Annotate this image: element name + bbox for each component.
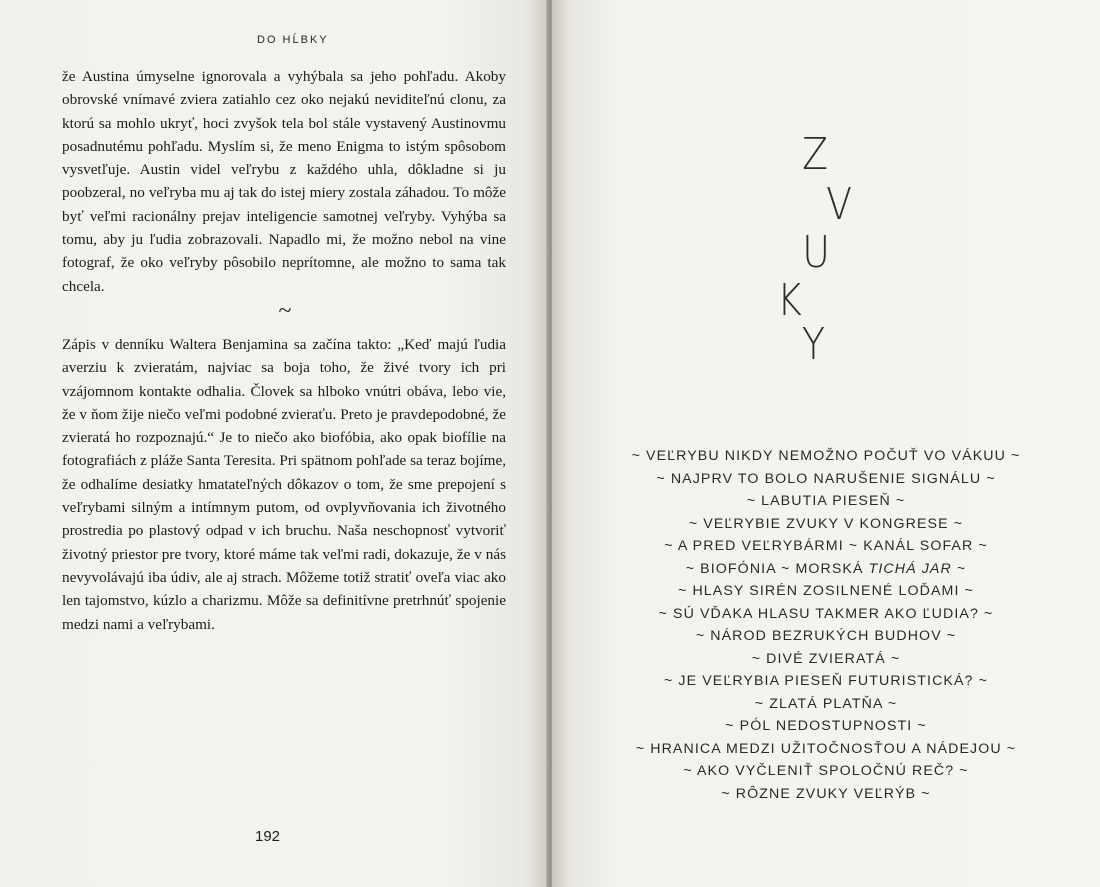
running-head: DO HĹBKY bbox=[257, 34, 329, 46]
chapter-title-letter: U bbox=[802, 227, 830, 278]
topic-item: ~ VEĽRYBU NIKDY NEMOŽNO POČUŤ VO VÁKUU ~ bbox=[631, 448, 1021, 464]
topic-item: ~ PÓL NEDOSTUPNOSTI ~ bbox=[725, 718, 927, 734]
chapter-title-letter: Y bbox=[801, 319, 826, 370]
chapter-topics-list bbox=[552, 445, 1100, 805]
page-number: 192 bbox=[255, 828, 281, 845]
topic-text: ~ bbox=[951, 560, 967, 577]
topic-item: ~ JE VEĽRYBIA PIESEŇ FUTURISTICKÁ? ~ bbox=[664, 673, 988, 689]
chapter-title-letter: K bbox=[777, 275, 802, 326]
chapter-title-letter: Z bbox=[802, 129, 829, 180]
topic-item: ~ DIVÉ ZVIERATÁ ~ bbox=[751, 650, 901, 667]
topic-item: ~ VEĽRYBIE ZVUKY V KONGRESE ~ bbox=[688, 515, 964, 532]
body-paragraph-1: že Austina úmyselne ignorovala a vyhýbala sa jeho pohľadu. Akoby obrovské vnímavé zviera zatiahlo cez oko nejakú neviditeľnú clonu, za ktorú sa mohlo ukryť, hoci zvyšok tela bol stále vystavený Austinovmu posadnutému pohľadu. Myslím si, že meno Enigma to istým spôsobom vysvetľuje. Austin videl veľrybu z každého uhla, dôkladne si ju poobzeral, no veľryba mu aj tak do istej miery zostala záhadou. To môže byť veľmi racionálny prejav inteligencie samotnej veľryby. Vyhýba sa tomu, aby ju ľudia zobrazovali. Napadlo mi, že možno nebol na vine fotograf, že oko veľryby pôsobilo neprítomne, ale možno to sama tak chcela. bbox=[62, 68, 506, 295]
topic-item: ~ A PRED VEĽRYBÁRMI ~ KANÁL SOFAR ~ bbox=[664, 538, 988, 554]
section-separator: ~ bbox=[278, 298, 292, 324]
topic-text: ~ BIOFÓNIA ~ MORSKÁ bbox=[685, 560, 869, 577]
chapter-title-letter: V bbox=[826, 179, 853, 230]
topic-item: ~ NÁROD BEZRUKÝCH BUDHOV ~ bbox=[695, 628, 957, 644]
topic-item bbox=[552, 558, 1100, 581]
topic-item: ~ LABUTIA PIESEŇ ~ bbox=[746, 493, 906, 509]
topic-item: ~ ZLATÁ PLATŇA ~ bbox=[754, 695, 898, 712]
topic-item: ~ RÔZNE ZVUKY VEĽRÝB ~ bbox=[721, 785, 931, 802]
topic-item: ~ SÚ VĎAKA HLASU TAKMER AKO ĽUDIA? ~ bbox=[658, 605, 994, 622]
topic-italic-title: TICHÁ JAR bbox=[868, 560, 952, 577]
left-page bbox=[0, 0, 548, 887]
topic-item: ~ AKO VYČLENIŤ SPOLOČNÚ REČ? ~ bbox=[683, 763, 969, 779]
body-paragraph-2: Zápis v denníku Waltera Benjamina sa začína takto: „Keď majú ľudia averziu k zvieratám, najviac sa boja toho, že živé tvory ich pri vzájomnom kontakte odhalia. Človek sa hlboko vnútri obáva, lebo vie, že v ňom žije niečo veľmi podobné zvieraťu. Preto je pravdepodobné, že zvieratá ho rozpoznajú.“ Je to niečo ako biofóbia, ako opak biofílie na fotografiách z pláže Santa Teresita. Pri spätnom pohľade sa teraz bojíme, že odhalíme desiatky hmatateľných dôkazov o tom, že sme prepojení s veľrybami silným a intímnym putom, od ovplyvňovania ich životného prostredia po plastový odpad v ich bruchu. Naša neschopnosť vytvoriť životný priestor pre tvory, ktoré máme tak veľmi radi, dokazuje, že v nás nevyvolávajú iba údiv, ale aj strach. Môžeme totiž stratiť oveľa viac ako len tajomstvo, kúzlo a charizmu. Môže sa definitívne pretrhnúť spojenie medzi nami a veľrybami. bbox=[62, 336, 506, 633]
topic-item: ~ HRANICA MEDZI UŽITOČNOSŤOU A NÁDEJOU ~ bbox=[635, 740, 1017, 757]
topic-item: ~ HLASY SIRÉN ZOSILNENÉ LOĎAMI ~ bbox=[678, 583, 974, 599]
right-page bbox=[552, 0, 1100, 887]
topic-item: ~ NAJPRV TO BOLO NARUŠENIE SIGNÁLU ~ bbox=[656, 470, 996, 487]
